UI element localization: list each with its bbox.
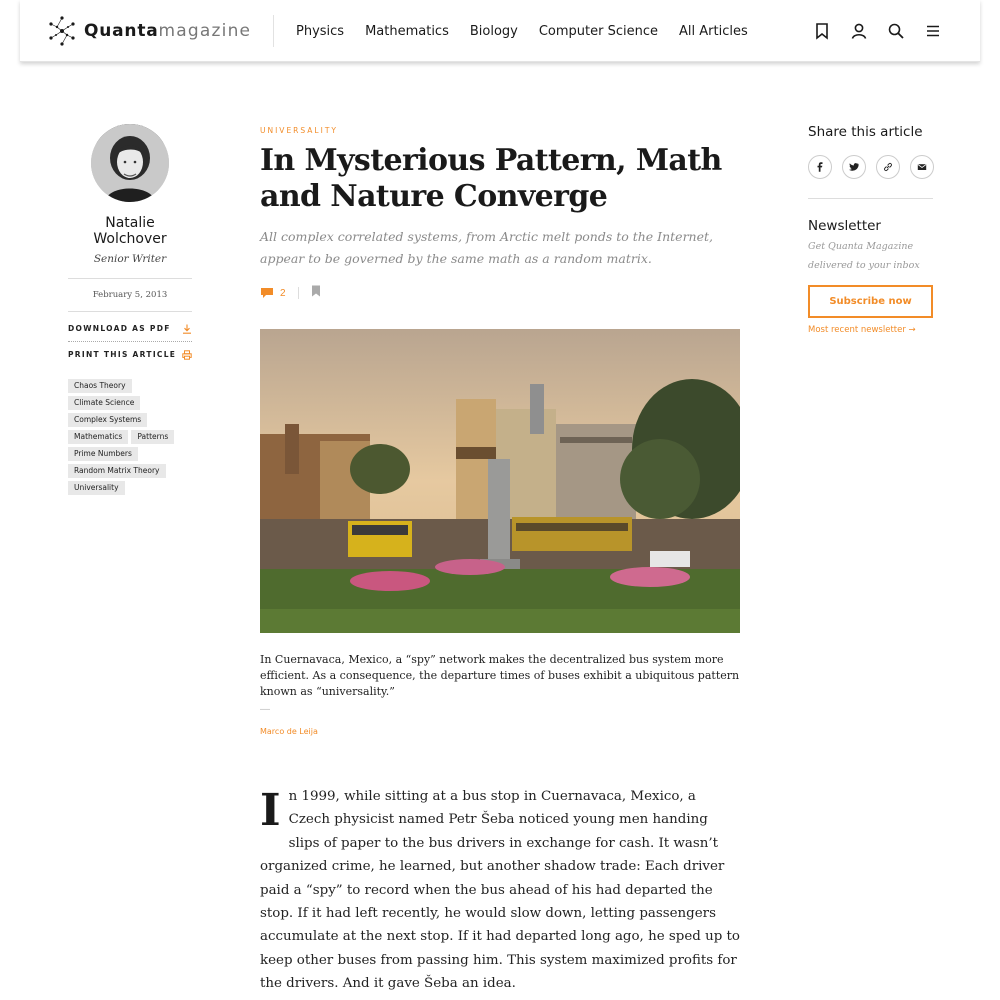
article-body: [260, 785, 740, 996]
comment-icon: [260, 287, 274, 299]
print-icon: [182, 350, 192, 360]
article-meta: [260, 286, 321, 300]
email-icon[interactable]: [910, 155, 934, 179]
header-actions: [796, 20, 944, 42]
nav-mathematics[interactable]: Mathematics: [365, 23, 449, 39]
menu-icon[interactable]: [922, 20, 944, 42]
share-title: Share this article: [808, 124, 923, 140]
download-icon: [182, 324, 192, 334]
bookmark-icon[interactable]: [811, 20, 833, 42]
user-icon[interactable]: [848, 20, 870, 42]
meta-separator: [298, 287, 299, 299]
image-caption: In Cuernavaca, Mexico, a “spy” network makes the decentralized bus system more efficient. As a consequence, the departure times of buses exhibit a ubiquitous pattern known as “universality.”: [260, 653, 740, 698]
facebook-icon[interactable]: [808, 155, 832, 179]
article-headline: In Mysterious Pattern, Math and Nature Converge: [260, 143, 722, 214]
share-buttons: [808, 155, 944, 179]
divider: [68, 311, 192, 312]
logo-word-magazine: magazine: [158, 21, 252, 41]
photo-credit: Marco de Leija: [260, 727, 318, 736]
body-paragraph: n 1999, while sitting at a bus stop in Cuernavaca, Mexico, a Czech physicist named Petr Šeba noticed young men handing slips of paper to the bus drivers in exchange for cash. It wasn’t organized crime, he learned, but another shadow trade: Each driver paid a “spy” to record when the bus ahead of his had departed the stop. If it had left recently, he would slow down, letting passengers accumulate at the next stop. If it had departed long ago, he sped up to keep other buses from passing him. This system maximized profits for the drivers. And it gave Šeba an idea.: [260, 789, 740, 992]
tag-mathematics[interactable]: Mathematics: [68, 430, 128, 444]
topic-tags: [68, 379, 192, 498]
search-icon[interactable]: [885, 20, 907, 42]
tag-complex-systems[interactable]: Complex Systems: [68, 413, 147, 427]
tag-universality[interactable]: Universality: [68, 481, 125, 495]
tag-chaos-theory[interactable]: Chaos Theory: [68, 379, 132, 393]
nav-biology[interactable]: Biology: [469, 23, 518, 39]
nav-computer-science[interactable]: Computer Science: [538, 23, 659, 39]
author-avatar[interactable]: [91, 124, 169, 202]
caption-dash: —: [260, 704, 270, 715]
right-divider: [808, 198, 933, 199]
site-logo[interactable]: [46, 15, 251, 47]
author-sidebar: [68, 124, 192, 498]
subscribe-button[interactable]: Subscribe now: [808, 285, 933, 318]
author-role: Senior Writer: [93, 253, 167, 265]
author-name[interactable]: Natalie Wolchover: [93, 215, 167, 247]
tag-prime-numbers[interactable]: Prime Numbers: [68, 447, 138, 461]
article-bookmark-icon[interactable]: [311, 284, 321, 302]
main-nav: [296, 0, 769, 62]
print-article-label: PRINT THIS ARTICLE: [68, 350, 177, 359]
author-portrait-icon: [91, 124, 169, 202]
hero-image: [260, 329, 740, 633]
download-pdf-label: DOWNLOAD AS PDF: [68, 324, 171, 333]
nav-physics[interactable]: Physics: [296, 23, 345, 39]
twitter-icon[interactable]: [842, 155, 866, 179]
site-header: [20, 0, 980, 62]
tag-random-matrix-theory[interactable]: Random Matrix Theory: [68, 464, 166, 478]
drop-cap: I: [260, 785, 281, 836]
tag-climate-science[interactable]: Climate Science: [68, 396, 140, 410]
header-divider: [273, 15, 274, 47]
newsletter-text: Get Quanta Magazine delivered to your inbox: [808, 241, 920, 271]
publish-date: February 5, 2013: [92, 290, 168, 300]
logo-word-quanta: Quanta: [84, 21, 159, 41]
download-pdf-link[interactable]: [68, 316, 192, 341]
comment-count: 2: [280, 287, 286, 299]
newsletter-title: Newsletter: [808, 218, 881, 234]
article-dek: All complex correlated systems, from Arctic melt ponds to the Internet, appear to be governed by the same math as a random matrix.: [260, 229, 714, 266]
tag-patterns[interactable]: Patterns: [131, 430, 174, 444]
link-icon[interactable]: [876, 155, 900, 179]
cuernavaca-photo: [260, 329, 740, 633]
recent-newsletter-link[interactable]: Most recent newsletter →: [808, 325, 916, 335]
nav-all-articles[interactable]: All Articles: [679, 23, 748, 39]
print-article-link[interactable]: [68, 342, 192, 367]
comments-link[interactable]: [260, 287, 286, 299]
article-kicker[interactable]: UNIVERSALITY: [260, 126, 338, 135]
quanta-logo-icon: [46, 15, 78, 47]
